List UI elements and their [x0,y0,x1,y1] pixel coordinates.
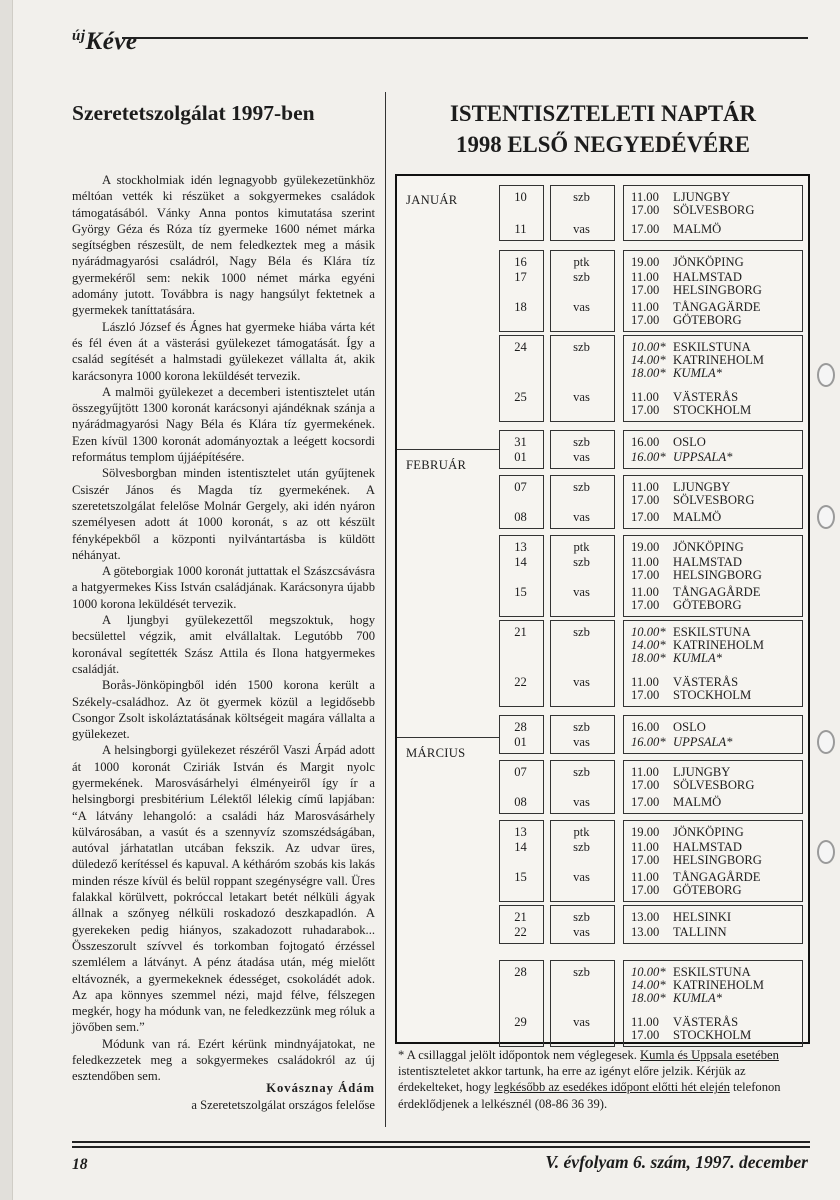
calendar-time: 18.00* [631,991,666,1006]
masthead-logo: $^{új}$Kéve [72,28,138,55]
page-number: 18 [72,1156,88,1173]
calendar-weekday: vas [573,1015,590,1029]
calendar-day: 28 [514,720,527,734]
calendar-time: 11.00 [631,190,659,204]
calendar-place: STOCKHOLM [673,688,752,703]
calendar-day: 22 [514,675,527,689]
calendar-place: STOCKHOLM [673,1028,752,1043]
calendar-time: 16.00* [631,735,666,749]
calendar-time: 17.00 [631,598,660,613]
calendar-weekday: ptk [573,825,590,839]
calendar-time: 17.00 [631,1028,660,1043]
calendar-time: 11.00 [631,390,659,404]
calendar-time: 10.00* [631,965,666,979]
calendar-weekday: szb [573,765,590,779]
calendar-place: ESKILSTUNA [673,340,751,354]
calendar-time: 17.00 [631,883,660,898]
calendar-place: JÖNKÖPING [673,825,744,839]
issue-info: V. évfolyam 6. szám, 1997. december [545,1152,808,1172]
calendar-day: 17 [514,270,527,284]
calendar-place: VÄSTERÅS [673,675,739,689]
calendar-weekday: vas [573,675,590,689]
calendar-day: 14 [514,555,527,569]
calendar-place: OSLO [673,435,706,449]
calendar-time: 17.00 [631,203,660,218]
calendar-time: 16.00* [631,450,666,464]
calendar-day: 13 [514,540,527,554]
calendar-time: 11.00 [631,480,659,494]
calendar-day: 07 [514,765,527,779]
calendar-weekday: szb [573,480,590,494]
column-divider [385,92,386,1127]
month-separator [397,737,499,738]
calendar-place: MALMÖ [673,222,722,236]
calendar-place: LJUNGBY [673,765,731,779]
calendar-place: HELSINKI [673,910,732,924]
calendar-weekday: szb [573,555,590,569]
calendar-day: 01 [514,450,527,464]
calendar-time: 13.00 [631,925,660,939]
calendar-time: 11.00 [631,555,659,569]
article-paragraph: Borås-Jönköpingből idén 1500 korona került a Székely-családhoz. Az öt gyermek közül a legidősebb Csongor Zsolt iskoláztatásának költségeit magára vállalta a gyülekezet. [72,678,375,742]
calendar-place: MALMÖ [673,510,722,524]
article-signature [72,1080,375,1113]
calendar-time: 17.00 [631,778,660,793]
calendar-time: 10.00* [631,625,666,639]
calendar-day: 25 [514,390,527,404]
calendar-time: 19.00 [631,540,660,554]
calendar-day: 22 [514,925,527,939]
calendar-time: 19.00 [631,825,660,839]
calendar-place: HELSINGBORG [673,568,762,583]
calendar-time: 11.00 [631,870,659,884]
article-body [72,172,375,1085]
calendar-place: HALMSTAD [673,270,742,284]
binder-ring [817,840,835,864]
calendar-day: 13 [514,825,527,839]
calendar-place: JÖNKÖPING [673,540,744,554]
author-role: a Szeretetszolgálat országos felelőse [191,1097,375,1112]
footer-rule [72,1146,810,1148]
calendar-time: 14.00* [631,638,666,653]
calendar-time: 18.00* [631,651,666,666]
calendar-place: SÖLVESBORG [673,203,755,218]
calendar-time: 16.00 [631,435,660,449]
calendar-time: 17.00 [631,510,660,524]
calendar-time: 11.00 [631,585,659,599]
calendar-weekday: szb [573,270,590,284]
calendar-weekday: vas [573,735,590,749]
month-label: MÁRCIUS [406,746,466,760]
article-paragraph: A göteborgiak 1000 koronát juttattak el Szászcsávásra a hatgyermekes Kiss István családjának. Karácsonyra újabb 1000 korona leküldését tervezik. [72,564,375,611]
calendar-place: HELSINGBORG [673,283,762,298]
calendar-place: KUMLA* [673,991,722,1006]
calendar-place: TÅNGAGÅRDE [673,585,761,599]
calendar-day: 21 [514,910,527,924]
calendar-time: 18.00* [631,366,666,381]
calendar-place: STOCKHOLM [673,403,752,418]
calendar-time: 17.00 [631,493,660,508]
calendar-day: 29 [514,1015,527,1029]
calendar-place: LJUNGBY [673,190,731,204]
calendar-place: LJUNGBY [673,480,731,494]
article-title: Szeretetszolgálat 1997-ben [72,101,315,125]
calendar-place: GÖTEBORG [673,313,742,328]
calendar-day: 31 [514,435,527,449]
calendar-weekday: vas [573,450,590,464]
calendar-time: 17.00 [631,795,660,809]
calendar-weekday: vas [573,925,590,939]
calendar-weekday: vas [573,390,590,404]
calendar-day: 08 [514,795,527,809]
calendar-time: 11.00 [631,765,659,779]
calendar-time: 16.00 [631,720,660,734]
calendar-table [395,174,810,1044]
calendar-footnote: * A csillaggal jelölt időpontok nem véglegesek. Kumla és Uppsala esetében istentiszteletet akkor tartunk, ha erre az igényt előre jelzik. Kérjük az érdekelteket, hogy legkésőbb az esedékes időpont előtti hét elején telefonon érdeklődjenek a lelkésznél (08-86 36 39). [398,1048,781,1111]
calendar-weekday: vas [573,795,590,809]
footer-rule [72,1141,810,1143]
calendar-day: 08 [514,510,527,524]
binder-ring [817,730,835,754]
article-paragraph: A ljungbyi gyülekezettől megszoktuk, hogy becsülettel végzik, amit elvállaltak. Legutóbb 700 koronával segítették Szász Attila és Ilona hatgyermekes családját. [72,613,375,676]
calendar-place: UPPSALA* [673,735,733,749]
calendar-day: 14 [514,840,527,854]
month-separator [397,449,499,450]
calendar-time: 10.00* [631,340,666,354]
calendar-place: OSLO [673,720,706,734]
binder-ring [817,363,835,387]
calendar-day: 28 [514,965,527,979]
calendar-place: KUMLA* [673,366,722,381]
calendar-place: GÖTEBORG [673,883,742,898]
calendar-time: 13.00 [631,910,660,924]
calendar-place: KATRINEHOLM [673,978,764,993]
binder-ring [817,505,835,529]
calendar-day: 01 [514,735,527,749]
calendar-day: 21 [514,625,527,639]
calendar-weekday: vas [573,300,590,314]
article-paragraph: Módunk van rá. Ezért kérünk mindnyájatokat, ne feledkezzetek meg a sokgyermekes családokról az új esztendőben sem. [72,1036,375,1084]
calendar-place: MALMÖ [673,795,722,809]
calendar-weekday: vas [573,870,590,884]
article-paragraph: László József és Ágnes hat gyermeke hiába várta két és fél éven át a västerási gyülekezet támogatását. Így a család segítését a halmstadi gyülekezet vállalta át, akik karácsonyra 1000 korona leküldését tervezik. [72,319,375,383]
article-paragraph: A malmöi gyülekezet a decemberi istentisztelet után összegyűjtött 1300 koronát karácsonyi ajándéknak szánja a nyárádmagyarósi Nagy Béla és Klára tíz gyermekének. Ezen kívül 1300 koronát adományoztak a leégett kocsordi református templom újjáépítésére. [72,384,375,465]
calendar-weekday: vas [573,510,590,524]
calendar-place: SÖLVESBORG [673,493,755,508]
calendar-place: TÅNGAGÄRDE [673,300,761,314]
month-label: JANUÁR [406,193,458,207]
calendar-day: 10 [514,190,527,204]
calendar-day: 15 [514,870,527,884]
calendar-place: HALMSTAD [673,840,742,854]
calendar-place: KUMLA* [673,651,722,666]
calendar-time: 17.00 [631,568,660,583]
calendar-weekday: szb [573,910,590,924]
calendar-place: SÖLVESBORG [673,778,755,793]
calendar-time: 17.00 [631,222,660,236]
calendar-time: 17.00 [631,688,660,703]
calendar-weekday: ptk [573,255,590,269]
author-name: Kovásznay Ádám [266,1081,375,1095]
calendar-time: 11.00 [631,300,659,314]
calendar-weekday: szb [573,435,590,449]
calendar-place: TÅNGAGÅRDE [673,870,761,884]
calendar-time: 14.00* [631,978,666,993]
calendar-weekday: szb [573,625,590,639]
calendar-day: 15 [514,585,527,599]
article-paragraph: A helsingborgi gyülekezet részéről Vaszi Árpád adott át 1000 koronát Cziriák István és Margit nyolc gyermekének. Marosvásárhelyi élményeiről így ír a helsingborgi presbitérium Lélektől lélekig című lapjában: “A látvány lehangoló: a családi ház Marosvásárhely külvárosában, a vasút és a szennyvíz szomszédságában, autóval járhatatlan utcában fekszik. Az udvar üres, düledező kerítéssel és kapuval. A kétháróm szobás kis lakás minden része kívül és belül roppant szegénységre vall. Üres falakkal körülvett, pokróccal letakart betét nélküli ágyak állnak a szőnyeg nélküli roskadozó deszkapadlón. A gyerekeken pedig hiányos, szakadozott ruhadarabok... Összeszorult szívvel és torkomban fojtogató érzéssel szemlélem a látványt. A pénz átadása után, még mielőtt eltávoznék, a gyermekeknek édességet, csokoládét adok. Az apa könnyes szemmel nézi, majd félve, félszegen megkér, hogy ha módunk van, ne feledkezzünk meg róluk a jövőben sem.” [72,743,375,1035]
calendar-day: 24 [514,340,527,354]
calendar-place: JÖNKÖPING [673,255,744,269]
calendar-day: 16 [514,255,527,269]
calendar-place: HELSINGBORG [673,853,762,868]
calendar-weekday: szb [573,965,590,979]
calendar-time: 17.00 [631,313,660,328]
calendar-weekday: szb [573,340,590,354]
calendar-place: KATRINEHOLM [673,353,764,368]
calendar-weekday: szb [573,840,590,854]
calendar-weekday: szb [573,720,590,734]
calendar-weekday: vas [573,222,590,236]
calendar-place: KATRINEHOLM [673,638,764,653]
calendar-place: GÖTEBORG [673,598,742,613]
calendar-time: 14.00* [631,353,666,368]
calendar-place: VÄSTERÅS [673,1015,739,1029]
calendar-time: 17.00 [631,403,660,418]
calendar-place: VÄSTERÅS [673,390,739,404]
calendar-place: ESKILSTUNA [673,625,751,639]
calendar-time: 11.00 [631,840,659,854]
calendar-place: ESKILSTUNA [673,965,751,979]
calendar-place: TALLINN [673,925,727,939]
binder-edge [0,0,13,1200]
article-paragraph: A stockholmiak idén legnagyobb gyülekezetünkhöz méltóan vették ki részüket a sokgyermekes családok támogatásából. Vánky Anna pontos kimutatása szerint György Géza és Róza tíz gyermeke 1600 német márka segítségben részesült, de nem feledkeztek meg a másik nyárádmagyarósi családról, Nagy Béla és Klára tíz gyermekéről sem: nekik 1000 német márka egyéni adomány jutott. Továbbra is nagy hangsúlyt fektetnek a gyermekek taníttatására. [72,173,375,318]
calendar-time: 17.00 [631,283,660,298]
calendar-time: 11.00 [631,1015,659,1029]
calendar-time: 17.00 [631,853,660,868]
month-label: FEBRUÁR [406,458,467,472]
calendar-place: HALMSTAD [673,555,742,569]
calendar-day: 11 [514,222,527,236]
calendar-weekday: szb [573,190,590,204]
header-rule [122,37,808,39]
calendar-weekday: ptk [573,540,590,554]
calendar-weekday: vas [573,585,590,599]
calendar-time: 11.00 [631,270,659,284]
calendar-time: 11.00 [631,675,659,689]
calendar-day: 07 [514,480,527,494]
article-paragraph: Sölvesborgban minden istentisztelet után gyűjtenek Csiszér János és Magda tíz gyermekének. A szeretetszolgálat felelőse Molnár Gergely, aki idén nyáron személyesen adott át 1000 koronát, s az ott készült fényképekből a központi nyilvántartásba is küldött néhányat. [72,466,375,562]
calendar-title: ISTENTISZTELETI NAPTÁR 1998 ELSŐ NEGYEDÉVÉRE [450,101,756,157]
calendar-place: UPPSALA* [673,450,733,464]
calendar-day: 18 [514,300,527,314]
calendar-time: 19.00 [631,255,660,269]
